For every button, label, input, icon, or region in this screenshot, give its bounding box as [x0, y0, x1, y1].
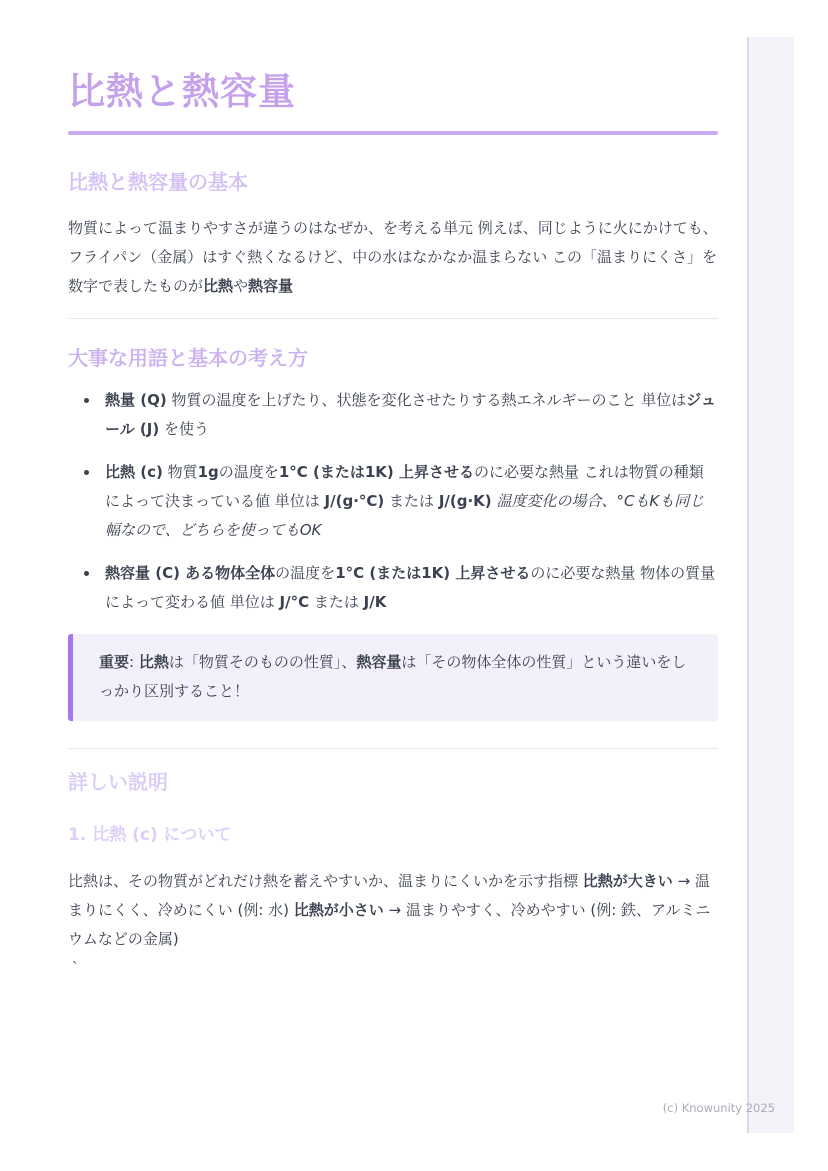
next-page-edge — [747, 37, 794, 1133]
section-divider — [68, 748, 718, 749]
list-item-text: 比熱 (c) 物質1gの温度を1°C (または1K) 上昇させるのに必要な熱量 これは物質の種類によって決まっている値 単位は J/(g·°C) または J/(g·K) 温度変化の場合、°CもKも同じ幅なので、どちらを使ってもOK — [105, 463, 705, 540]
page-title: 比熱と熱容量 — [68, 70, 296, 113]
bullet-dot — [84, 398, 89, 403]
list-item-text: 熱量 (Q) 物質の温度を上げたり、状態を変化させたりする熱エネルギーのこと 単位はジュール (J) を使う — [105, 391, 716, 439]
details-paragraph: 比熱は、その物質がどれだけ熱を蓄えやすいか、温まりにくいかを示す指標 比熱が大きい → 温まりにくく、冷めにくい (例: 水) 比熱が小さい → 温まりやすく、冷めやすい (例: 鉄、アルミニウムなどの金属) — [68, 871, 711, 948]
section-heading-basics: 比熱と熱容量の基本 — [68, 170, 248, 195]
bullet-dot — [84, 470, 89, 475]
bullet-dot — [84, 571, 89, 576]
subsection-heading-specific-heat: 1. 比熱 (c) について — [68, 825, 232, 846]
list-item-heat-capacity — [68, 559, 718, 617]
callout-text: 重要: 比熱は「物質そのものの性質」、熱容量は「その物体全体の性質」という違いをしっかり区別すること！ — [99, 653, 687, 701]
section-divider — [68, 318, 718, 319]
stray-backtick-mark: ` — [72, 960, 79, 976]
title-underline — [68, 131, 718, 135]
list-item-heat-quantity — [68, 386, 718, 444]
copyright-footer: (c) Knowunity 2025 — [662, 1101, 775, 1115]
document-content — [68, 0, 718, 975]
list-item-specific-heat — [68, 458, 718, 545]
terms-list — [68, 386, 718, 617]
section-heading-details: 詳しい説明 — [68, 770, 168, 795]
section-heading-terms: 大事な用語と基本の考え方 — [68, 346, 308, 371]
basics-paragraph: 物質によって温まりやすさが違うのはなぜか、を考える単元 例えば、同じように火にかけても、フライパン（金属）はすぐ熱くなるけど、中の水はなかなか温まらない この「温まりにくさ」を数字で表したものが比熱や熱容量 — [68, 219, 718, 296]
important-callout — [68, 634, 718, 721]
list-item-text: 熱容量 (C) ある物体全体の温度を1°C (または1K) 上昇させるのに必要な熱量 物体の質量によって変わる値 単位は J/°C または J/K — [105, 564, 716, 612]
